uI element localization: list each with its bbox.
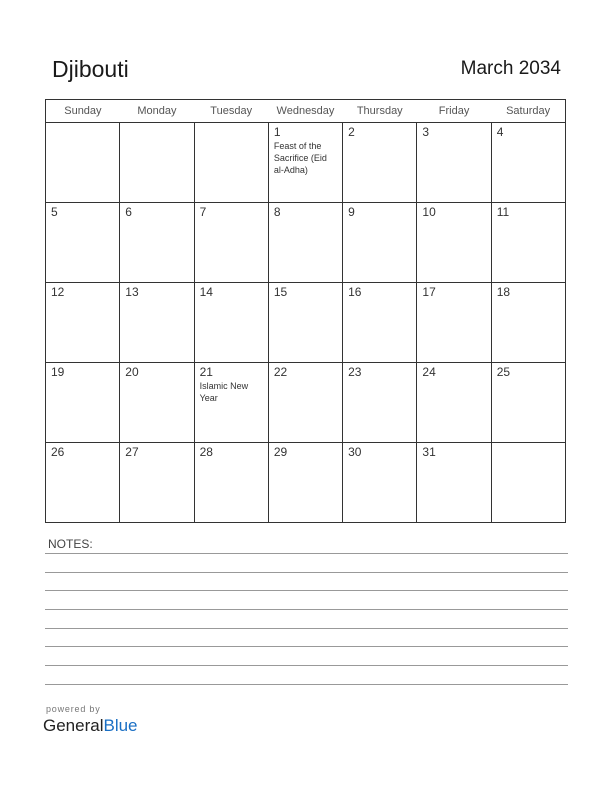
day-number: 20 [125,365,139,379]
day-cell [268,123,342,203]
week-row [46,283,566,363]
day-number: 27 [125,445,139,459]
day-number: 2 [348,125,355,139]
day-cell [491,363,565,443]
day-cell [343,283,417,363]
day-number: 23 [348,365,362,379]
day-cell [417,123,491,203]
note-line [45,628,568,629]
month-year-title: March 2034 [460,58,561,79]
day-number: 13 [125,285,139,299]
day-number: 28 [199,445,213,459]
day-cell [343,443,417,523]
week-row [46,443,566,523]
day-cell [343,203,417,283]
day-number: 30 [348,445,362,459]
day-number: 21 [199,365,213,379]
weekday-monday: Monday [120,100,194,123]
day-cell [46,443,120,523]
day-cell [268,203,342,283]
note-line [45,684,568,685]
day-cell [268,363,342,443]
day-cell [417,363,491,443]
note-line [45,646,568,647]
day-number: 18 [496,285,511,299]
note-line [45,572,568,573]
day-number: 24 [422,365,436,379]
day-cell [120,283,194,363]
holiday-event: Feast of the Sacrifice (Eid al-Adha) [273,141,327,175]
weekday-saturday: Saturday [491,100,565,123]
day-number: 12 [51,285,65,299]
note-line [45,665,568,666]
day-number: 22 [273,365,288,379]
note-line [45,553,568,554]
day-cell [268,443,342,523]
weekday-header-row [46,100,566,123]
day-cell [46,363,120,443]
week-row [46,363,566,443]
day-cell [194,443,268,523]
day-number: 7 [199,205,207,219]
day-number: 8 [273,205,281,219]
day-cell [120,203,194,283]
day-number: 19 [51,365,65,379]
day-cell [417,283,491,363]
country-title: Djibouti [52,56,129,82]
powered-by-text: powered by [46,704,101,714]
day-cell [491,123,565,203]
day-number: 16 [348,285,362,299]
day-number: 9 [348,205,355,219]
day-cell [343,123,417,203]
day-cell [120,123,194,203]
day-number: 14 [199,285,213,299]
day-number: 15 [273,285,288,299]
weekday-sunday: Sunday [46,100,120,123]
weekday-thursday: Thursday [343,100,417,123]
day-number: 1 [273,125,281,139]
weekday-tuesday: Tuesday [194,100,268,123]
day-cell [194,363,268,443]
note-line [45,590,568,591]
weekday-wednesday: Wednesday [268,100,342,123]
day-cell [120,363,194,443]
holiday-event: Islamic New Year [199,381,249,403]
weekday-friday: Friday [417,100,491,123]
day-cell [491,443,565,523]
day-number: 4 [496,125,504,139]
day-cell [194,123,268,203]
day-number: 25 [496,365,511,379]
day-number: 26 [51,445,65,459]
calendar-grid [45,99,566,523]
day-cell [46,203,120,283]
day-cell [46,283,120,363]
day-number: 10 [422,205,436,219]
day-number: 6 [125,205,132,219]
brand-general: General [43,716,104,735]
day-number: 31 [422,445,436,459]
day-cell [120,443,194,523]
day-cell [417,203,491,283]
day-cell [491,203,565,283]
day-cell [491,283,565,363]
day-number: 17 [422,285,436,299]
day-number: 11 [496,205,510,219]
day-cell [268,283,342,363]
day-cell [46,123,120,203]
day-cell [417,443,491,523]
week-row [46,203,566,283]
note-line [45,609,568,610]
week-row [46,123,566,203]
generalblue-logo [43,716,138,736]
day-number: 29 [273,445,288,459]
day-cell [194,283,268,363]
brand-blue: Blue [103,716,138,735]
day-cell [194,203,268,283]
day-number: 5 [51,205,58,219]
day-cell [343,363,417,443]
day-number: 3 [422,125,430,139]
notes-label: NOTES: [48,537,93,551]
